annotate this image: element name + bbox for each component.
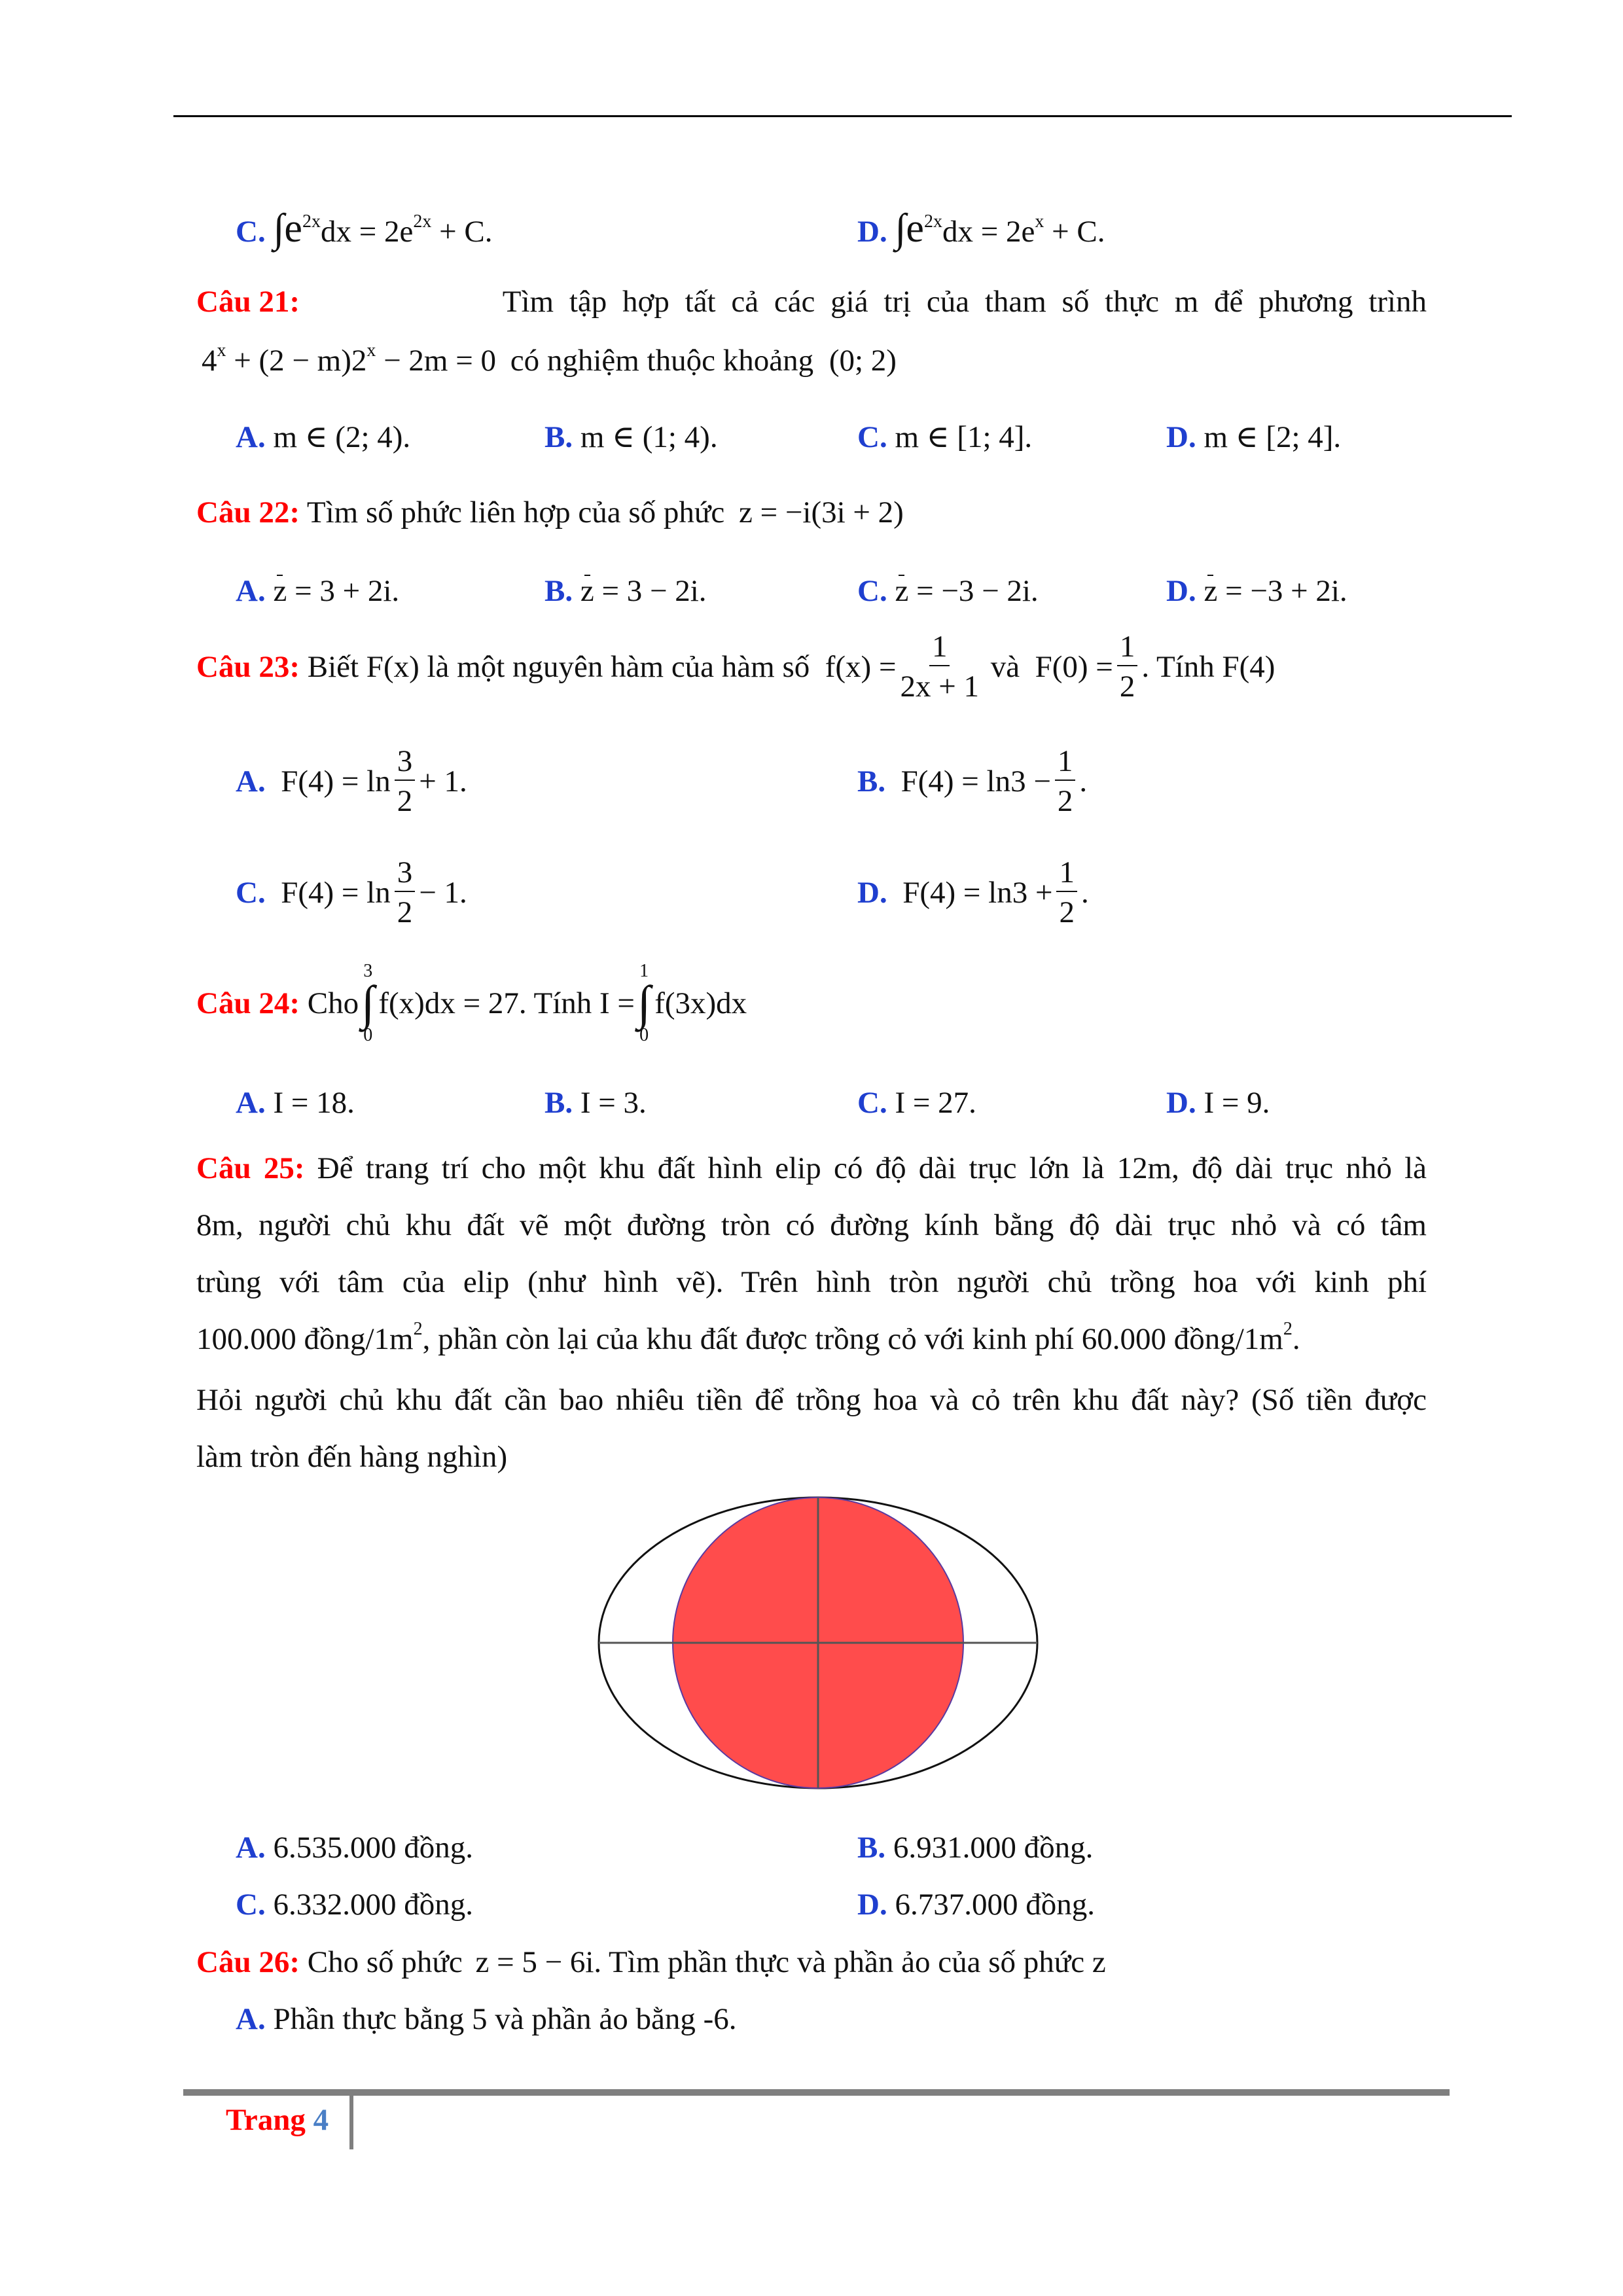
q25-option-c: C. 6.332.000 đồng. [236,1888,473,1922]
q24-option-b: B. I = 3. [544,1086,647,1120]
q23-optA-fraction: $\frac{3}{2}$ [395,746,416,817]
q20-option-d: D. $\int e^{2x}dx = 2e^x + C$. [857,206,1105,251]
q24-line: Câu 24: Cho 3 ∫ 0 f(x)dx = 27 . Tính I = 1 ∫ 0 f(3x)dx [196,961,747,1046]
q21-line1: Câu 21: Tìm tập hợp tất cả các giá trị của tham số thực m để phương trình [196,285,1427,319]
footer-rule [183,2089,1450,2096]
q21-option-a: A. m ∈ (2; 4). [236,420,411,454]
q23-option-c: C. F(4) = ln $\frac{3}{2}$ − 1. [236,855,467,929]
q24-option-c: C. I = 27. [857,1086,976,1120]
q23-option-a: A. F(4) = ln $\frac{3}{2}$ + 1. [236,744,467,818]
q25-line-3: trùng với tâm của elip (như hình vẽ). Trên hình tròn người chủ trồng hoa với kinh phí [196,1265,1427,1299]
q23-optB-fraction: $\frac{1}{2}$ [1055,746,1076,817]
q24-integral-2: 1 ∫ 0 [637,961,651,1046]
q21-option-b: B. m ∈ (1; 4). [544,420,718,454]
q25-line-1: Câu 25: Để trang trí cho một khu đất hình elip có độ dài trục lớn là 12m, độ dài trục nhỏ là [196,1151,1427,1185]
header-rule [173,115,1512,117]
q22-option-b: B. z = 3 − 2i. [544,574,707,608]
q24-option-a: A. I = 18. [236,1086,355,1120]
q23-line: Câu 23: Biết F(x) là một nguyên hàm của hàm số f(x) = $\frac{1}{2x + 1}$ và F(0) = $\frac{1}{2}$ . Tính F(4) [196,630,1275,704]
q21-equation: $4^x + (2 - m)2^x - 2m = 0$ có nghiệm thuộc khoảng (0; 2) [202,340,897,378]
q25-option-a: A. 6.535.000 đồng. [236,1831,473,1865]
q22-line: Câu 22: Tìm số phức liên hợp của số phức z = −i(3i + 2) [196,495,904,529]
q23-f-fraction: $\frac{1}{2x + 1}$ [900,630,979,704]
q23-F0-fraction: $\frac{1}{2}$ [1117,632,1138,702]
q23-optD-fraction: $\frac{1}{2}$ [1056,857,1077,928]
page-number: Trang 4 [226,2103,329,2137]
q25-line-4: 100.000 đồng/$1m^2$, phần còn lại của khu đất được trồng cỏ với kinh phí 60.000 đồng/$1m^2$. [196,1319,1300,1356]
q24-integral-1: 3 ∫ 0 [361,961,375,1046]
q22-option-a: A. z = 3 + 2i. [236,574,400,608]
q21-option-d: D. m ∈ [2; 4]. [1166,420,1342,454]
q20-option-c: C. $\int e^{2x}dx = 2e^{2x} + C$. [236,206,493,251]
q23-option-b: B. F(4) = ln3 − $\frac{1}{2}$ . [857,744,1088,818]
q25-line-5: Hỏi người chủ khu đất cần bao nhiêu tiền để trồng hoa và cỏ trên khu đất này? (Số tiền được [196,1383,1427,1417]
q22-option-d: D. z = −3 + 2i. [1166,574,1347,608]
q25-option-b: B. 6.931.000 đồng. [857,1831,1094,1865]
q26-option-a: A. Phần thực bằng 5 và phần ảo bằng -6. [236,2002,737,2036]
q25-option-d: D. 6.737.000 đồng. [857,1888,1095,1922]
q22-option-c: C. z = −3 − 2i. [857,574,1039,608]
q24-option-d: D. I = 9. [1166,1086,1270,1120]
q23-optC-fraction: $\frac{3}{2}$ [395,857,416,928]
q25-line-2: 8m, người chủ khu đất vẽ một đường tròn có đường kính bằng độ dài trục nhỏ và có tâm [196,1208,1427,1242]
q23-option-d: D. F(4) = ln3 + $\frac{1}{2}$ . [857,855,1089,929]
q26-line: Câu 26: Cho số phức z = 5 − 6i. Tìm phần thực và phần ảo của số phức z [196,1945,1106,1979]
q21-option-c: C. m ∈ [1; 4]. [857,420,1033,454]
ellipse-circle-figure [589,1486,1047,1806]
q25-paragraph [196,1140,1427,1486]
footer-divider [349,2089,353,2149]
q25-line-6: làm tròn đến hàng nghìn) [196,1440,508,1474]
